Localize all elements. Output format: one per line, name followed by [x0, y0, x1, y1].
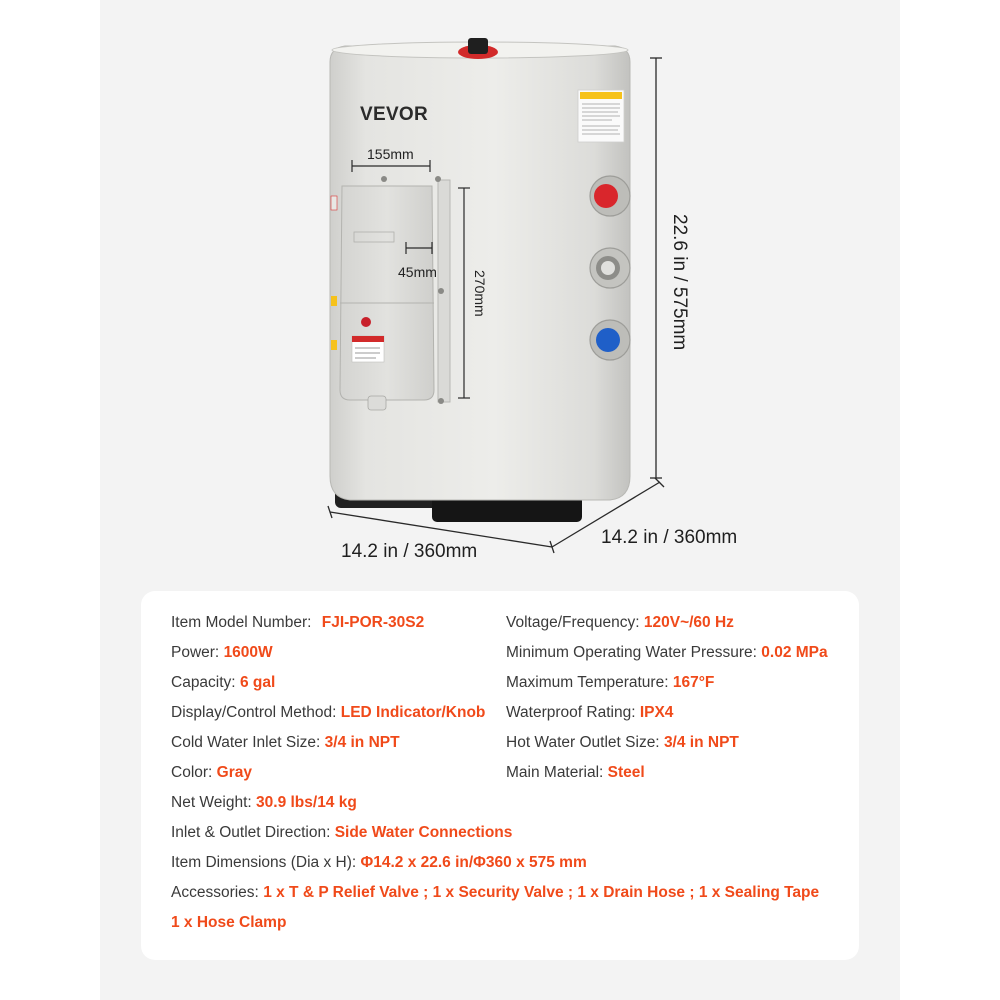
diameter-front-label: 14.2 in / 360mm	[341, 541, 478, 562]
spec-accessories	[171, 884, 819, 902]
control-width-label: 155mm	[367, 146, 414, 162]
spec-value: 0.02 MPa	[761, 644, 828, 661]
hot-water-outlet-icon	[590, 176, 630, 216]
spec-color	[171, 764, 252, 782]
spec-net-weight	[171, 794, 357, 812]
brand-logo: VEVOR	[360, 104, 429, 125]
diameter-side-label: 14.2 in / 360mm	[601, 527, 738, 548]
spec-label: Accessories:	[171, 884, 259, 901]
led-indicator-icon	[361, 317, 371, 327]
spec-value: Φ14.2 x 22.6 in/Φ360 x 575 mm	[360, 854, 587, 871]
spec-label: Power:	[171, 644, 220, 661]
tank-height-label: 22.6 in / 575mm	[669, 214, 690, 351]
spec-label: Minimum Operating Water Pressure:	[506, 644, 757, 661]
spec-value: 1 x T & P Relief Valve ; 1 x Security Valve ; 1 x Drain Hose ; 1 x Sealing Tape	[263, 884, 820, 901]
spec-value: FJI-POR-30S2	[321, 614, 425, 631]
spec-model-number	[171, 614, 424, 632]
danger-label	[352, 336, 384, 362]
spec-label: Display/Control Method:	[171, 704, 337, 721]
control-box	[340, 186, 434, 410]
spec-waterproof-rating	[506, 704, 673, 722]
spec-label: Net Weight:	[171, 794, 252, 811]
spec-label: Inlet & Outlet Direction:	[171, 824, 331, 841]
spec-value: 1 x Hose Clamp	[171, 914, 287, 931]
spec-value: LED Indicator/Knob	[340, 704, 486, 721]
spec-value: 3/4 in NPT	[324, 734, 400, 751]
control-height-label: 270mm	[472, 270, 488, 317]
spec-value: 6 gal	[239, 674, 276, 691]
top-valve-icon	[458, 38, 498, 59]
spec-accessories-continued	[171, 914, 286, 932]
spec-value: IPX4	[639, 704, 674, 721]
spec-power	[171, 644, 273, 662]
spec-label: Item Dimensions (Dia x H):	[171, 854, 357, 871]
spec-cold-inlet	[171, 734, 400, 752]
spec-control-method	[171, 704, 485, 722]
spec-hot-outlet	[506, 734, 739, 752]
caution-sticker	[578, 90, 624, 142]
spec-voltage	[506, 614, 734, 632]
spec-label: Color:	[171, 764, 213, 781]
spec-value: 167°F	[672, 674, 715, 691]
spec-capacity	[171, 674, 275, 692]
spec-value: 3/4 in NPT	[663, 734, 739, 751]
spec-label: Main Material:	[506, 764, 604, 781]
spec-label: Item Model Number:	[171, 614, 312, 631]
spec-label: Hot Water Outlet Size:	[506, 734, 660, 751]
spec-value: Gray	[216, 764, 253, 781]
spec-value: 120V~/60 Hz	[643, 614, 734, 631]
spec-label: Voltage/Frequency:	[506, 614, 640, 631]
spec-main-material	[506, 764, 645, 782]
spec-value: Steel	[607, 764, 645, 781]
spec-min-pressure	[506, 644, 828, 662]
spec-label: Cold Water Inlet Size:	[171, 734, 321, 751]
spec-label: Capacity:	[171, 674, 236, 691]
cold-water-inlet-icon	[590, 320, 630, 360]
relief-valve-port-icon	[590, 248, 630, 288]
spec-label: Waterproof Rating:	[506, 704, 636, 721]
spec-max-temperature	[506, 674, 714, 692]
control-depth-label: 45mm	[398, 264, 437, 280]
spec-connection-direction	[171, 824, 512, 842]
spec-value: 1600W	[223, 644, 273, 661]
spec-value: Side Water Connections	[334, 824, 513, 841]
spec-label: Maximum Temperature:	[506, 674, 669, 691]
spec-dimensions	[171, 854, 587, 872]
spec-value: 30.9 lbs/14 kg	[256, 794, 357, 811]
